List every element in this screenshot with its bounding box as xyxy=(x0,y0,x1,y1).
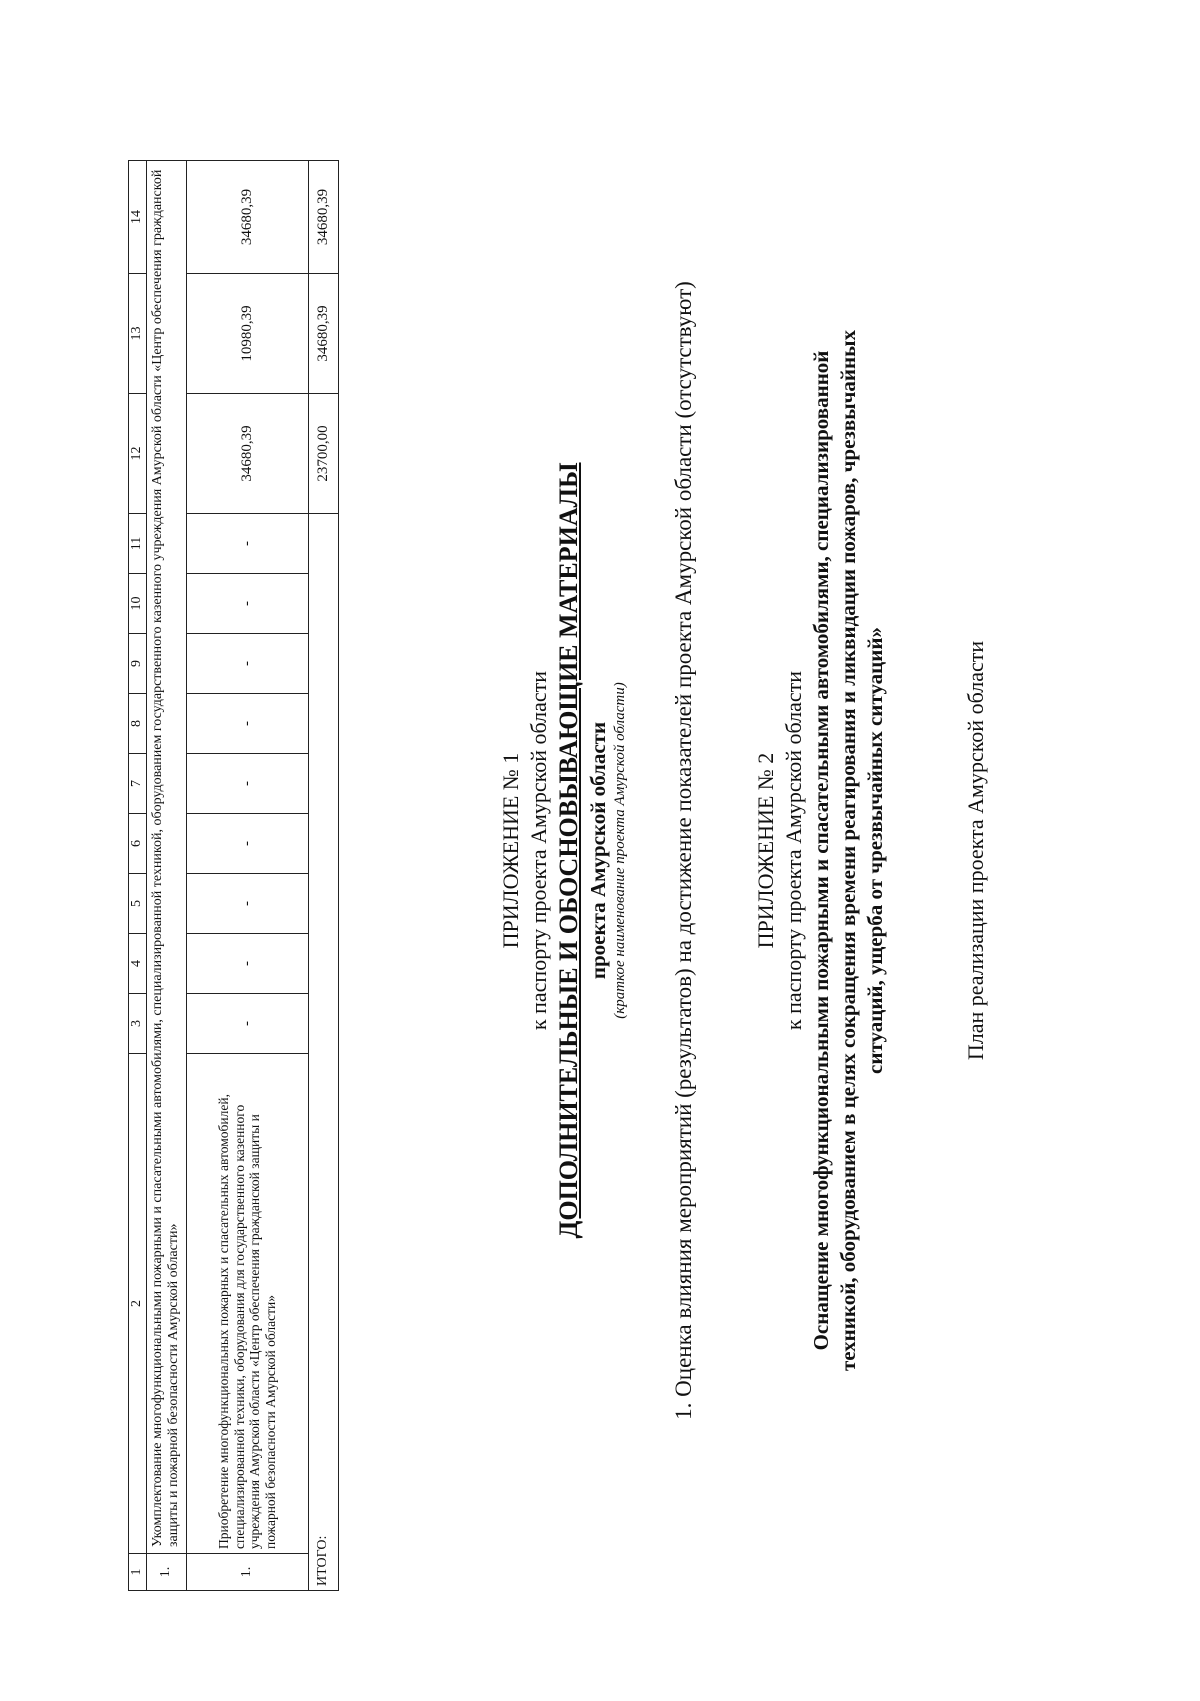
section-title: Укомплектование многофункциональными пожарными и спасательными автомобилями, специализированной техникой, оборудованием государственного казенного учреждения Амурской области «Центр обеспечения гражданской защиты и пожарной безопасности Амурской области» xyxy=(146,161,186,1554)
header-cell: 7 xyxy=(129,754,147,814)
appendix-2-line-2: техникой, оборудованием в целях сокращения времени реагирования и ликвидации пожаров, чрезвычайных xyxy=(836,329,860,1372)
total-col-12: 23700,00 xyxy=(308,394,338,514)
section-number: 1. xyxy=(146,1554,186,1591)
appendix-2-subtitle: к паспорту проекта Амурской области xyxy=(781,670,806,1031)
total-label: ИТОГО: xyxy=(308,514,338,1591)
table-header-row xyxy=(129,161,147,1591)
section-row xyxy=(146,161,186,1591)
plan-heading: План реализации проекта Амурской области xyxy=(963,640,988,1061)
appendix-1-note: (краткое наименование проекта Амурской области) xyxy=(612,682,628,1019)
cell-col-8: - xyxy=(186,694,308,754)
total-row xyxy=(308,161,338,1591)
cell-col-6: - xyxy=(186,814,308,874)
header-cell: 11 xyxy=(129,514,147,574)
cell-col-7: - xyxy=(186,754,308,814)
header-cell: 10 xyxy=(129,574,147,634)
cell-col-5: - xyxy=(186,874,308,934)
header-cell: 5 xyxy=(129,874,147,934)
total-col-13: 34680,39 xyxy=(308,274,338,394)
header-cell: 13 xyxy=(129,274,147,394)
cell-col-9: - xyxy=(186,634,308,694)
header-cell: 2 xyxy=(129,1054,147,1554)
row-name: Приобретение многофункциональных пожарных и спасательных автомобилей, специализированной техники, оборудования для государственного казенного учреждения Амурской области «Центр обеспечения гражданской защиты и пожарной безопасности Амурской области» xyxy=(186,1054,308,1554)
row-number: 1. xyxy=(186,1554,308,1591)
appendix-2 xyxy=(752,0,889,1701)
assessment-line: 1. Оценка влияния мероприятий (результатов) на достижение показателей проекта Амурской области (отсутствуют) xyxy=(671,281,696,1420)
cell-col-11: - xyxy=(186,514,308,574)
header-cell: 1 xyxy=(129,1554,147,1591)
appendix-1-project-line: проекта Амурской области xyxy=(586,721,610,980)
header-cell: 12 xyxy=(129,394,147,514)
cell-col-14: 34680,39 xyxy=(186,161,308,274)
header-cell: 3 xyxy=(129,994,147,1054)
header-cell: 6 xyxy=(129,814,147,874)
appendix-2-title: ПРИЛОЖЕНИЕ № 2 xyxy=(753,752,778,949)
appendix-2-line-3: ситуаций, ущерба от чрезвычайных ситуаций» xyxy=(863,627,887,1074)
table-row xyxy=(186,161,308,1591)
appendix-1-title: ПРИЛОЖЕНИЕ № 1 xyxy=(498,752,523,949)
header-cell: 9 xyxy=(129,634,147,694)
appendix-1 xyxy=(497,0,629,1701)
cell-col-4: - xyxy=(186,934,308,994)
appendix-2-line-1: Оснащение многофункциональными пожарными и спасательными автомобилями, специализированной xyxy=(809,350,833,1351)
appendix-1-subtitle: к паспорту проекта Амурской области xyxy=(526,670,551,1031)
cell-col-12: 34680,39 xyxy=(186,394,308,514)
appendix-1-heading: ДОПОЛНИТЕЛЬНЫЕ И ОБОСНОВЫВАЮЩИЕ МАТЕРИАЛЫ xyxy=(554,462,583,1239)
header-cell: 14 xyxy=(129,161,147,274)
header-cell: 8 xyxy=(129,694,147,754)
header-cell: 4 xyxy=(129,934,147,994)
cell-col-10: - xyxy=(186,574,308,634)
total-col-14: 34680,39 xyxy=(308,161,338,274)
budget-table xyxy=(128,160,339,1591)
cell-col-3: - xyxy=(186,994,308,1054)
cell-col-13: 10980,39 xyxy=(186,274,308,394)
